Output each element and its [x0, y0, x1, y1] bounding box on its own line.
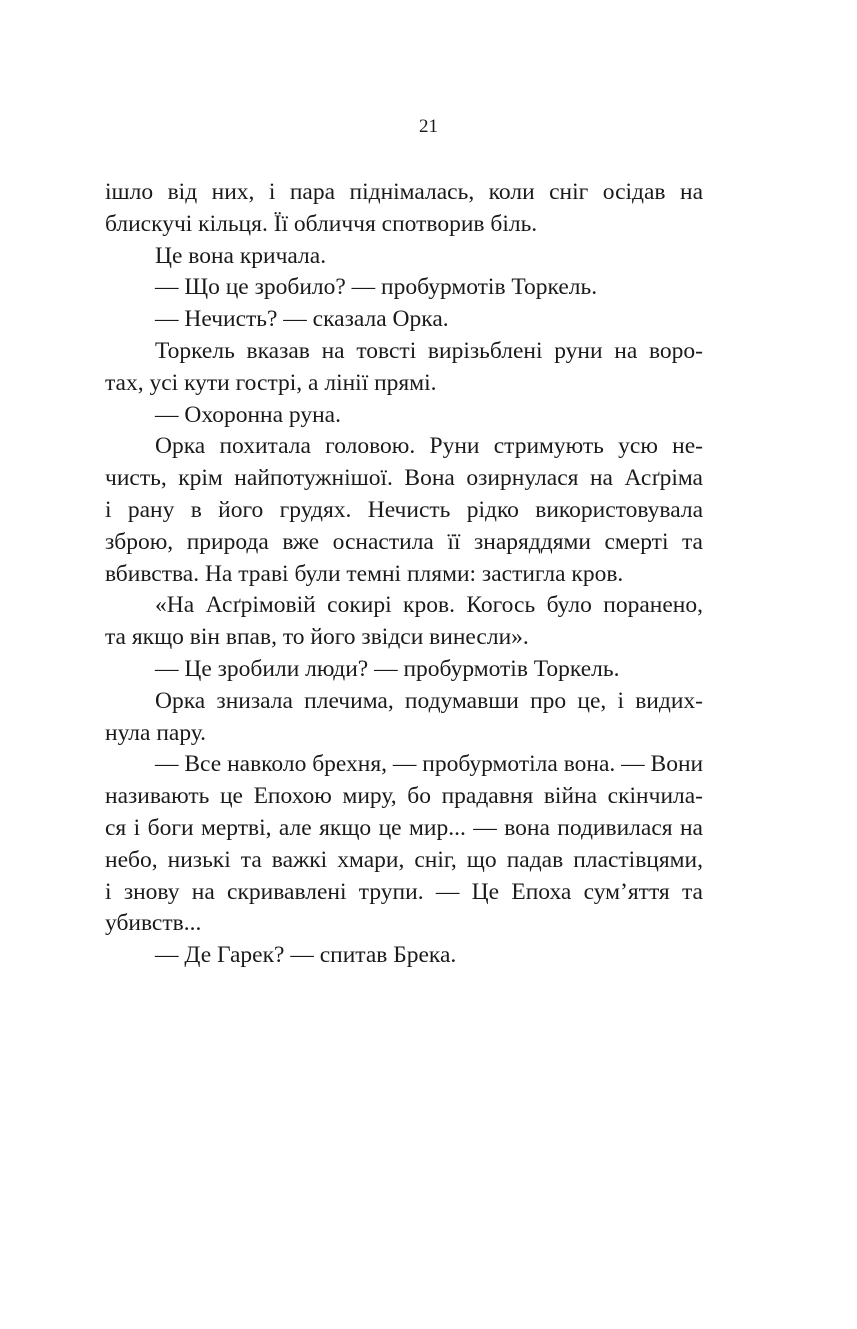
text-line: нула пару.	[105, 719, 207, 746]
text-line: — Охоронна руна.	[155, 401, 341, 428]
text-line: та якщо він впав, то його звідси винесли».	[105, 624, 529, 651]
text-line: і знову на скривавлені трупи. — Це Епоха сум’яття та	[105, 878, 703, 905]
text-line: Торкель вказав на товсті вирізьблені руни на воро-	[155, 337, 703, 364]
text-line: називають це Епохою миру, бо прадавня війна скінчила-	[105, 783, 703, 810]
text-line: Орка похитала головою. Руни стримують усю не-	[155, 433, 703, 460]
text-line: чисть, крім найпотужнішої. Вона озирнулася на Асґріма	[105, 465, 703, 492]
text-line: вбивства. На траві були темні плями: застигла кров.	[105, 560, 624, 587]
text-line: і рану в його грудях. Нечисть рідко використовувала	[105, 496, 703, 523]
text-line: ся і боги мертві, але якщо це мир... — вона подивилася на	[105, 814, 703, 841]
body-text	[105, 177, 703, 972]
page-number: 21	[419, 116, 438, 137]
text-line: блискучі кільця. Її обличчя спотворив біль.	[105, 210, 538, 237]
text-line: — Нечисть? — сказала Орка.	[155, 306, 449, 333]
text-line: небо, низькі та важкі хмари, сніг, що падав пластівцями,	[105, 846, 703, 873]
text-line: — Це зробили люди? — пробурмотів Торкель.	[155, 655, 620, 682]
text-line: — Що це зробило? — пробурмотів Торкель.	[155, 274, 598, 301]
text-line: «На Асґрімовій сокирі кров. Когось було поранено,	[155, 592, 703, 619]
text-line: — Все навколо брехня, — пробурмотіла вона. — Вони	[155, 751, 704, 778]
text-line: — Де Гарек? — спитав Брека.	[155, 942, 457, 969]
text-line: убивств...	[105, 910, 202, 937]
text-line: Це вона кричала.	[155, 242, 327, 269]
text-line: тах, усі кути гострі, а лінії прямі.	[105, 369, 437, 396]
text-line: ішло від них, і пара піднімалась, коли сніг осідав на	[105, 179, 703, 205]
text-line: зброю, природа вже оснастила її знаряддями смерті та	[105, 528, 703, 555]
text-line: Орка знизала плечима, подумавши про це, і видих-	[155, 687, 703, 714]
